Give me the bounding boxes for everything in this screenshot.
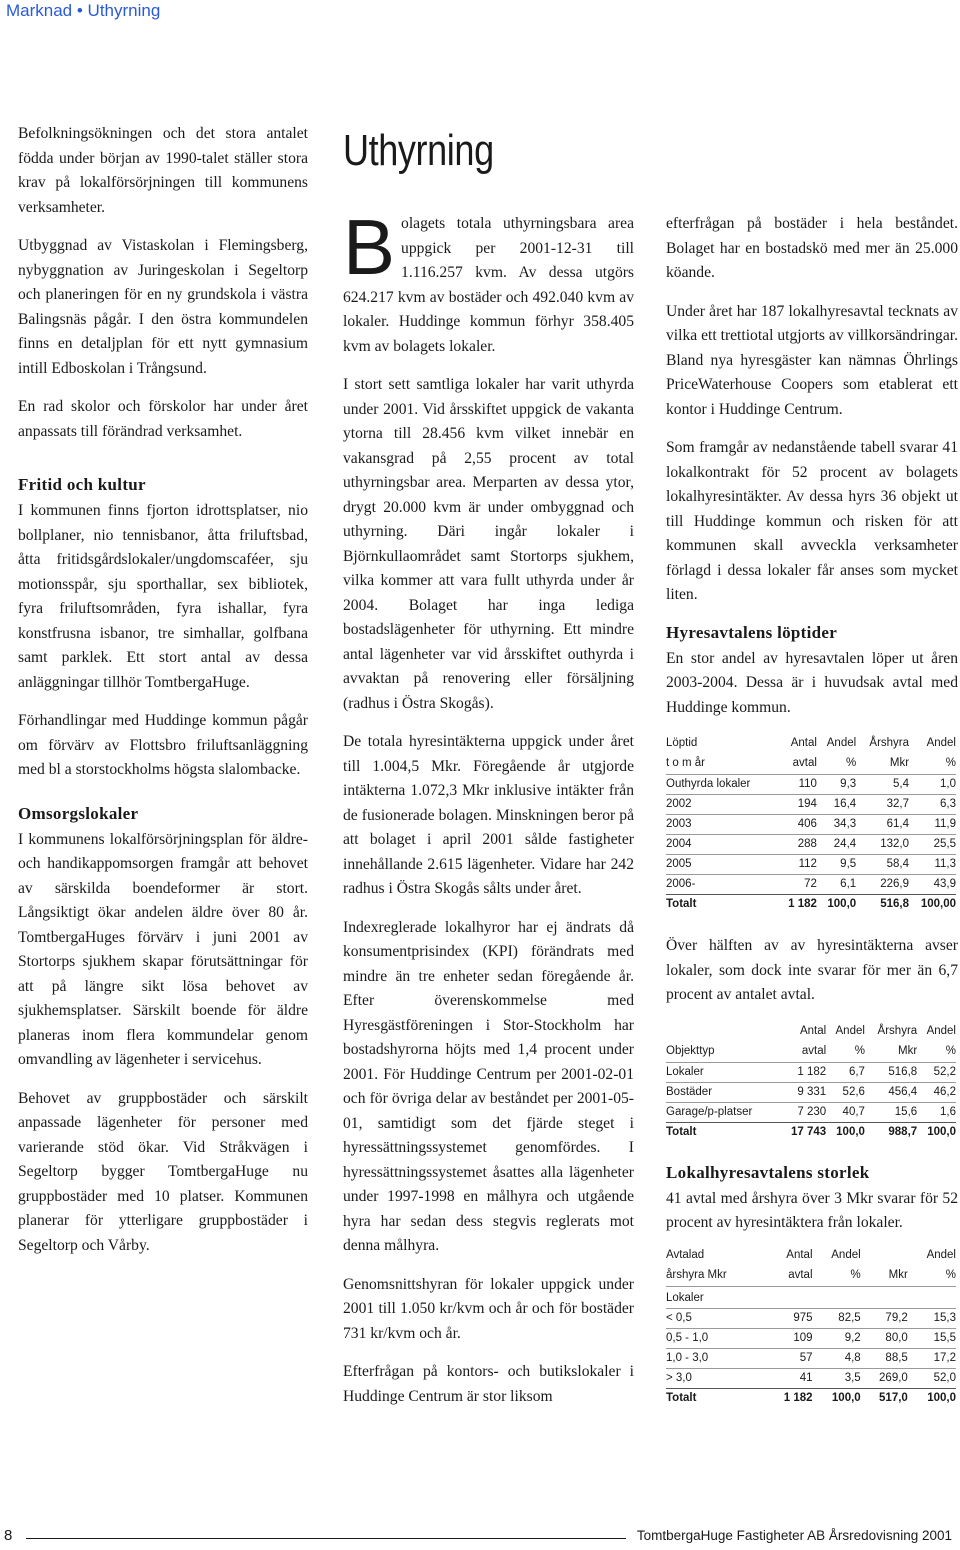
table-total-row [666,1122,956,1142]
table-header-cell: Andel [926,1248,956,1261]
table-cell: 288 [779,835,817,855]
table-header-cell [861,1246,908,1266]
table-cell: 1,0 - 3,0 [666,1348,765,1368]
intro-text: olagets totala uthyrningsbara area uppgick per 2001-12-31 till 1.116.257 kvm. Av dessa utgörs 624.217 kvm av bostäder och 492.040 kvm av lokaler. Huddinge kommun förhyr 358.405 kvm av bolagets lokaler. [343,215,634,355]
table-header-cell: % [945,757,956,769]
table-header-cell: Löptid [666,737,698,749]
table-cell: 46,2 [917,1082,956,1102]
table-cell: > 3,0 [666,1368,765,1388]
table-cell: 988,7 [865,1122,917,1142]
table-header-cell: Mkr [898,1044,918,1057]
table-cell: 82,5 [813,1308,861,1328]
paragraph: Under året har 187 lokalhyresavtal tecknats av vilka ett trettiotal utgjorts av villkorsändringar. Bland nya hyresgäster kan nämnas Öhrlings PriceWaterhouse Coopers som etablerat ett kontor i Huddinge Centrum. [666,302,958,418]
table-header-cell: Andel [831,1248,861,1261]
table-row [666,1082,956,1102]
table-cell: 6,7 [826,1062,865,1082]
table-header-cell [666,1022,780,1042]
footer-text: TomtbergaHuge Fastigheter AB Årsredovisning 2001 [636,1528,952,1543]
table-cell: 406 [779,815,817,835]
table-cell: 58,4 [856,855,909,875]
table-cell: Lokaler [666,1062,780,1082]
table-cell: 52,0 [908,1368,956,1388]
table-cell: 79,2 [861,1308,908,1328]
table-header-cell: % [845,757,857,769]
table-cell: 226,9 [856,875,909,895]
table-header-cell: Andel [926,1024,956,1037]
table-cell: 6,1 [817,875,856,895]
table-header-row [666,1022,956,1042]
table-row [666,1308,956,1328]
table-cell: 517,0 [861,1388,908,1408]
table-objekttyp [666,1022,956,1142]
table-cell: 32,7 [856,795,909,815]
table-cell: 1,0 [909,775,956,795]
paragraph: efterfrågan på bostäder i hela beståndet. Bolaget har en bostadskö med mer än 25.000 köande. [666,215,958,281]
table-body [666,775,956,895]
drop-cap: B [343,203,396,291]
table-cell: Totalt [666,1388,765,1408]
table-cell: 17 743 [780,1122,826,1142]
table-cell: 4,8 [813,1348,861,1368]
table-row [666,875,956,895]
table-cell: Totalt [666,1122,780,1142]
table-cell: 52,6 [826,1082,865,1102]
table-row [666,795,956,815]
table-cell: 11,3 [909,855,956,875]
top-bar [0,0,960,28]
section-heading-omsorg: Omsorgslokaler [18,803,139,823]
table-cell: 194 [779,795,817,815]
table-row [666,1368,956,1388]
table-total-row [666,895,956,915]
table-cell: 112 [779,855,817,875]
table-cell: 9,3 [817,775,856,795]
table-row [666,775,956,795]
table-header-cell: Mkr [888,1268,908,1281]
table-cell: 61,4 [856,815,909,835]
intro-paragraph [343,203,634,359]
paragraph: Behovet av gruppbostäder och särskilt anpassade lägenheter för personer med varierande stöd ökar. Vid Stråkvägen i Segeltorp bygger TomtbergaHuge nu gruppbostäder med 10 platser. Kommunen planerar för ytterligare gruppbostäder i Segeltorp och Vårby. [18,1089,308,1254]
paragraph: I kommunen finns fjorton idrottsplatser, nio bollplaner, nio tennisbanor, åtta friluftsbad, åtta fritidsgårdslokaler/ungdomscaféer, sju motionsspår, sju sporthallar, sex bibliotek, fyra friluftsområden, fyra ishallar, fyra konstfrusna isbanor, tre simhallar, golfbana samt parklek. Ett stort antal av dessa anläggningar tillhör TomtbergaHuge. [18,502,308,691]
table-cell: Garage/p-platser [666,1102,780,1122]
table-header-cell: årshyra Mkr [666,1268,727,1281]
table-cell: 15,3 [908,1308,956,1328]
table-cell: Bostäder [666,1082,780,1102]
section-heading-fritid: Fritid och kultur [18,475,146,494]
table-total-row [666,1388,956,1408]
right-column [666,212,958,1428]
table-cell: 269,0 [861,1368,908,1388]
table-header-cell: Andel [826,737,857,749]
table-cell: 25,5 [909,835,956,855]
table-cell: 975 [765,1308,812,1328]
table-cell: 40,7 [826,1102,865,1122]
table-cell: 5,4 [856,775,909,795]
table-header-cell: % [945,1044,956,1057]
table-cell: 2005 [666,855,779,875]
table-header-cell: Antal [786,1248,813,1261]
table-body [666,1308,956,1388]
table-row [666,1102,956,1122]
table-cell: 34,3 [817,815,856,835]
paragraph: En rad skolor och förskolor har under året anpassats till förändrad verksamhet. [18,398,308,440]
table-cell: 9,2 [813,1328,861,1348]
table-cell: 100,0 [917,1122,956,1142]
table-cell: 72 [779,875,817,895]
table-header-cell: Andel [835,1024,865,1037]
table-cell: Outhyrda lokaler [666,775,779,795]
table-header-cell: Årshyra [877,1024,918,1037]
paragraph: Befolkningsökningen och det stora antalet födda under början av 1990-talet ställer stora krav på lokalförsörjningen till kommunens verksamheter. [18,125,308,216]
table-cell: 1,6 [917,1102,956,1122]
table-cell: 88,5 [861,1348,908,1368]
table-cell: 9 331 [780,1082,826,1102]
section-heading-storlek: Lokalhyresavtalens storlek [666,1162,870,1182]
table-header-cell: Andel [926,737,956,749]
table-storlek [666,1246,956,1408]
table-cell: 109 [765,1328,812,1348]
table-cell: 7 230 [780,1102,826,1122]
table-cell: 516,8 [865,1062,917,1082]
table-cell: 15,6 [865,1102,917,1122]
table-cell: 9,5 [817,855,856,875]
table-header-cell: Antal [790,737,817,749]
table-cell: 1 182 [765,1388,812,1408]
table-header-cell: avtal [788,1268,813,1281]
table-header-cell: % [850,1268,861,1281]
table-header-row [666,1266,956,1287]
paragraph: I stort sett samtliga lokaler har varit uthyrda under 2001. Vid årsskiftet uppgick de vakanta ytorna till 28.456 kvm vilket innebär en vakansgrad på 2,55 procent av total uthyrningsbar area. Merparten av dessa ytor, drygt 20.000 kvm är under ombyggnad och uthyrning. Däri ingår lokaler i Björnkullaområdet samt Stortorps sjukhem, vilka kommer att vara fullt uthyrda under år 2004. Bolaget har inga lediga bostadslägenheter för uthyrning. Ett mindre antal lägenheter var vid årsskiftet outhyrda i avvaktan på renovering eller försäljning (radhus i Östra Skogås). [343,376,634,712]
section-heading-loptider: Hyresavtalens löptider [666,622,838,642]
table-row [666,855,956,875]
table-row [666,815,956,835]
table-row [666,835,956,855]
paragraph: Efterfrågan på kontors- och butikslokaler i Huddinge Centrum är stor liksom [343,1363,634,1405]
table-row [666,1062,956,1082]
table-cell: 456,4 [865,1082,917,1102]
section-label: Marknad • Uthyrning [6,1,161,20]
table-header-cell: % [945,1268,956,1281]
table-header-cell: avtal [801,1044,827,1057]
table-cell: Lokaler [666,1286,956,1308]
middle-column [343,203,634,1423]
paragraph: Över hälften av av hyresintäkterna avser lokaler, som dock inte svarar för mer än 6,7 procent av antalet avtal. [666,937,958,1003]
table-cell: 43,9 [909,875,956,895]
table-cell: 17,2 [908,1348,956,1368]
table-cell: 100,0 [817,895,856,915]
table-cell: 6,3 [909,795,956,815]
table-header-cell: Objekttyp [666,1044,715,1057]
table-header-row [666,1042,956,1063]
paragraph: Förhandlingar med Huddinge kommun pågår om förvärv av Flottsbro friluftsanläggning med bl a storstockholms högsta slalombacke. [18,712,308,778]
table-header-cell: t o m år [666,757,705,769]
table-cell: 3,5 [813,1368,861,1388]
table-cell: 0,5 - 1,0 [666,1328,765,1348]
table-cell: < 0,5 [666,1308,765,1328]
table-cell: 2003 [666,815,779,835]
table-cell: 24,4 [817,835,856,855]
table-cell: 1 182 [779,895,817,915]
table-header-cell: % [854,1044,865,1057]
table-cell: 52,2 [917,1062,956,1082]
table-cell: 100,0 [826,1122,865,1142]
paragraph: Som framgår av nedanstående tabell svarar 41 lokalkontrakt för 52 procent av bolagets lokalhyresintäkter. Av dessa hyrs 36 objekt ut till Huddinge kommun och risken för att kommunen skall avveckla verksamheter förlagd i dessa lokaler får anses som mycket liten. [666,439,958,603]
table-header-cell: Mkr [889,757,910,769]
paragraph: Indexreglerade lokalhyror har ej ändrats då konsumentprisindex (KPI) förändrats med mindre än tre enheter sedan föregående år. Efter överenskommelse med Hyresgästföreningen i Stor-Stockholm har bostadshyrorna höjts med 1,4 procent under 2001. För Huddinge Centrum per 2001-02-01 och för övriga delar av beståndet per 2001-05-01, samtidigt som det fjärde steget i hyressättningssystemet genomfördes. I hyressättningssystemet åsattes alla lägenheter under 1997-1998 en målhyra och utgående hyra har sedan dess stegvis reglerats mot denna målhyra. [343,918,634,1254]
table-cell: 2006- [666,875,779,895]
table-header-row [666,754,956,775]
left-column [18,122,308,1272]
paragraph: Utbyggnad av Vistaskolan i Flemingsberg, nybyggnation av Juringeskolan i Segeltorp och planeringen för en ny grundskola i västra Balingsnäs pågår. I den östra kommundelen finns en detaljplan för ett nytt gymnasium intill Edboskolan i Trångsund. [18,237,308,377]
table-header-row [666,734,956,754]
table-header-cell: avtal [792,757,817,769]
table-cell: 110 [779,775,817,795]
footer-divider [26,1538,626,1539]
table-row [666,1348,956,1368]
table-cell: 2002 [666,795,779,815]
table-cell: 57 [765,1348,812,1368]
table-header-cell: Avtalad [666,1248,705,1261]
paragraph: I kommunens lokalförsörjningsplan för äldre- och handikappomsorgen framgår att behovet av särskilda boendeformer är stort. Långsiktigt ökar andelen äldre över 80 år. TomtbergaHuges förvärv i juni 2001 av Stortorps sjukhem skapar förutsättningar för att på längre sikt lösa behovet av sjukhemsplatser. Särskilt boende för äldre planeras inom flera kommundelar genom omvandling av lägenheter i servicehus. [18,830,308,1068]
table-header-cell: Antal [799,1024,827,1037]
table-cell: 132,0 [856,835,909,855]
table-cell: 516,8 [856,895,909,915]
paragraph: En stor andel av hyresavtalen löper ut åren 2003-2004. Dessa är i huvudsak avtal med Huddinge kommun. [666,649,958,716]
table-header-cell: Årshyra [869,737,910,749]
table-cell: 100,0 [908,1388,956,1408]
table-cell: 11,9 [909,815,956,835]
table-cell: 80,0 [861,1328,908,1348]
table-cell: 15,5 [908,1328,956,1348]
table-cell: 41 [765,1368,812,1388]
table-cell: 1 182 [780,1062,826,1082]
paragraph: De totala hyresintäkterna uppgick under året till 1.004,5 Mkr. Föregående år utgjorde intäkterna 1.072,3 Mkr inklusive intäkter från de fusionerade bolagen. Minskningen beror på att bolaget i april 2001 sålde fastigheter innehållande 2.615 lägenheter. Vidare har 242 radhus i Östra Skogås sålts under året. [343,733,634,897]
page-title: Uthyrning [343,126,494,175]
table-cell: 100,00 [909,895,956,915]
table-loptider [666,734,956,914]
table-row [666,1328,956,1348]
table-cell: 100,0 [813,1388,861,1408]
table-subheader-row [666,1286,956,1308]
table-cell: Totalt [666,895,779,915]
table-cell: 2004 [666,835,779,855]
page-number: 8 [4,1527,13,1544]
paragraph: 41 avtal med årshyra över 3 Mkr svarar för 52 procent av hyresintäktera från lokaler. [666,1189,958,1231]
table-cell: 16,4 [817,795,856,815]
paragraph: Genomsnittshyran för lokaler uppgick under 2001 till 1.050 kr/kvm och år och för bostäder 731 kr/kvm och år. [343,1275,634,1342]
table-body [666,1062,956,1122]
table-header-row [666,1246,956,1266]
